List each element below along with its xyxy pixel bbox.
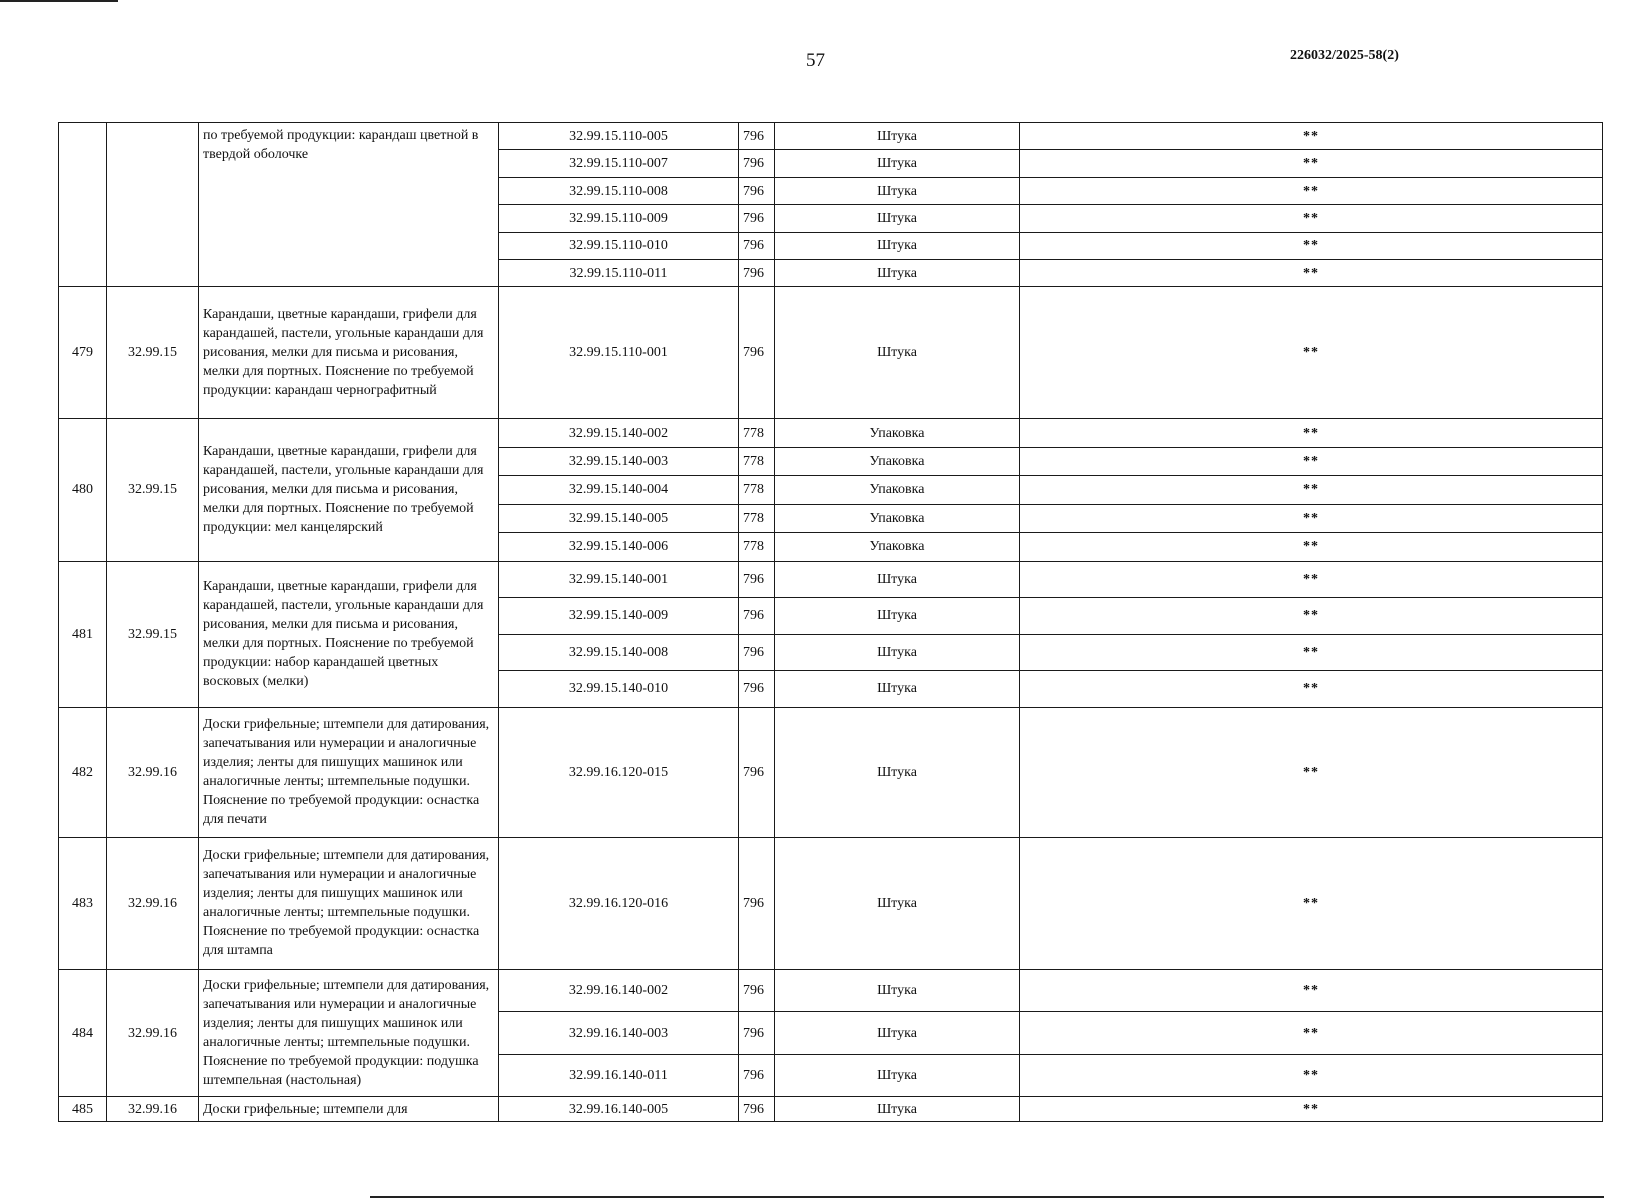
table-row <box>59 837 1603 969</box>
value-cell: ** <box>1020 123 1603 150</box>
description-cell: Доски грифельные; штемпели для <box>199 1097 499 1122</box>
okpd-code-cell: 32.99.16 <box>107 837 199 969</box>
unit-cell: Штука <box>775 1097 1020 1122</box>
ktru-code-cell: 32.99.16.120-015 <box>499 707 739 837</box>
unit-cell: Штука <box>775 598 1020 635</box>
okei-code-cell: 796 <box>739 1054 775 1097</box>
okei-code-cell: 796 <box>739 969 775 1012</box>
okei-code-cell: 796 <box>739 1012 775 1055</box>
value-cell: ** <box>1020 1054 1603 1097</box>
unit-cell: Штука <box>775 1012 1020 1055</box>
ktru-code-cell: 32.99.15.110-001 <box>499 287 739 419</box>
okpd-code-cell <box>107 123 199 287</box>
okei-code-cell: 778 <box>739 447 775 475</box>
okei-code-cell: 796 <box>739 232 775 259</box>
unit-cell: Штука <box>775 260 1020 287</box>
row-number-cell: 484 <box>59 969 107 1097</box>
okei-code-cell: 796 <box>739 671 775 708</box>
unit-cell: Штука <box>775 671 1020 708</box>
row-number-cell: 479 <box>59 287 107 419</box>
okpd-code-cell: 32.99.16 <box>107 1097 199 1122</box>
okei-code-cell: 778 <box>739 533 775 561</box>
description-cell: по требуемой продукции: карандаш цветной в твердой оболочке <box>199 123 499 287</box>
ktru-code-cell: 32.99.15.140-001 <box>499 561 739 598</box>
value-cell: ** <box>1020 671 1603 708</box>
table-row <box>59 561 1603 598</box>
table-row <box>59 287 1603 419</box>
unit-cell: Штука <box>775 205 1020 232</box>
value-cell: ** <box>1020 598 1603 635</box>
ktru-code-cell: 32.99.16.140-002 <box>499 969 739 1012</box>
ktru-code-cell: 32.99.15.140-006 <box>499 533 739 561</box>
row-number-cell <box>59 123 107 287</box>
value-cell: ** <box>1020 504 1603 532</box>
value-cell: ** <box>1020 287 1603 419</box>
row-number-cell: 481 <box>59 561 107 707</box>
okei-code-cell: 796 <box>739 205 775 232</box>
unit-cell: Упаковка <box>775 419 1020 447</box>
procurement-table <box>58 122 1603 1122</box>
okei-code-cell: 778 <box>739 504 775 532</box>
unit-cell: Штука <box>775 837 1020 969</box>
value-cell: ** <box>1020 419 1603 447</box>
okei-code-cell: 796 <box>739 1097 775 1122</box>
value-cell: ** <box>1020 177 1603 204</box>
okpd-code-cell: 32.99.15 <box>107 287 199 419</box>
ktru-code-cell: 32.99.15.140-005 <box>499 504 739 532</box>
value-cell: ** <box>1020 205 1603 232</box>
unit-cell: Упаковка <box>775 476 1020 504</box>
okei-code-cell: 796 <box>739 837 775 969</box>
description-cell: Карандаши, цветные карандаши, грифели для карандашей, пастели, угольные карандаши для рисования, мелки для письма и рисования, мелки для портных. Пояснение по требуемой продукции: карандаш чернографитный <box>199 287 499 419</box>
okei-code-cell: 796 <box>739 634 775 671</box>
ktru-code-cell: 32.99.15.110-010 <box>499 232 739 259</box>
okei-code-cell: 796 <box>739 123 775 150</box>
value-cell: ** <box>1020 634 1603 671</box>
okpd-code-cell: 32.99.16 <box>107 707 199 837</box>
ktru-code-cell: 32.99.15.110-008 <box>499 177 739 204</box>
okpd-code-cell: 32.99.15 <box>107 561 199 707</box>
scan-edge-line <box>0 0 118 2</box>
unit-cell: Упаковка <box>775 447 1020 475</box>
row-number-cell: 480 <box>59 419 107 561</box>
value-cell: ** <box>1020 1097 1603 1122</box>
okpd-code-cell: 32.99.15 <box>107 419 199 561</box>
value-cell: ** <box>1020 150 1603 177</box>
unit-cell: Штука <box>775 634 1020 671</box>
okpd-code-cell: 32.99.16 <box>107 969 199 1097</box>
ktru-code-cell: 32.99.15.140-004 <box>499 476 739 504</box>
ktru-code-cell: 32.99.15.140-009 <box>499 598 739 635</box>
unit-cell: Штука <box>775 177 1020 204</box>
table-row <box>59 969 1603 1012</box>
value-cell: ** <box>1020 533 1603 561</box>
okei-code-cell: 796 <box>739 707 775 837</box>
okei-code-cell: 796 <box>739 177 775 204</box>
unit-cell: Штука <box>775 232 1020 259</box>
description-cell: Карандаши, цветные карандаши, грифели для карандашей, пастели, угольные карандаши для рисования, мелки для письма и рисования, мелки для портных. Пояснение по требуемой продукции: набор карандашей цветных восковых (мелки) <box>199 561 499 707</box>
row-number-cell: 483 <box>59 837 107 969</box>
description-cell: Доски грифельные; штемпели для датирования, запечатывания или нумерации и аналогичные изделия; ленты для пишущих машинок или аналогичные ленты; штемпельные подушки. Пояснение по требуемой продукции: подушка штемпельная (настольная) <box>199 969 499 1097</box>
row-number-cell: 482 <box>59 707 107 837</box>
ktru-code-cell: 32.99.16.140-005 <box>499 1097 739 1122</box>
value-cell: ** <box>1020 232 1603 259</box>
ktru-code-cell: 32.99.15.110-009 <box>499 205 739 232</box>
ktru-code-cell: 32.99.15.140-008 <box>499 634 739 671</box>
okei-code-cell: 778 <box>739 476 775 504</box>
okei-code-cell: 796 <box>739 260 775 287</box>
table-row <box>59 419 1603 447</box>
ktru-code-cell: 32.99.15.140-010 <box>499 671 739 708</box>
ktru-code-cell: 32.99.16.140-003 <box>499 1012 739 1055</box>
okei-code-cell: 796 <box>739 561 775 598</box>
page-number: 57 <box>806 50 825 71</box>
ktru-code-cell: 32.99.15.110-011 <box>499 260 739 287</box>
value-cell: ** <box>1020 447 1603 475</box>
document-reference: 226032/2025-58(2) <box>1290 48 1399 63</box>
ktru-code-cell: 32.99.15.140-002 <box>499 419 739 447</box>
ktru-code-cell: 32.99.15.140-003 <box>499 447 739 475</box>
row-number-cell: 485 <box>59 1097 107 1122</box>
table-body <box>59 123 1603 1122</box>
value-cell: ** <box>1020 969 1603 1012</box>
ktru-code-cell: 32.99.15.110-007 <box>499 150 739 177</box>
value-cell: ** <box>1020 476 1603 504</box>
value-cell: ** <box>1020 561 1603 598</box>
okei-code-cell: 796 <box>739 598 775 635</box>
unit-cell: Штука <box>775 561 1020 598</box>
ktru-code-cell: 32.99.16.140-011 <box>499 1054 739 1097</box>
description-cell: Доски грифельные; штемпели для датирования, запечатывания или нумерации и аналогичные изделия; ленты для пишущих машинок или аналогичные ленты; штемпельные подушки. Пояснение по требуемой продукции: оснастка для штампа <box>199 837 499 969</box>
unit-cell: Штука <box>775 707 1020 837</box>
unit-cell: Штука <box>775 969 1020 1012</box>
value-cell: ** <box>1020 1012 1603 1055</box>
unit-cell: Штука <box>775 1054 1020 1097</box>
unit-cell: Штука <box>775 287 1020 419</box>
okei-code-cell: 796 <box>739 287 775 419</box>
table-row <box>59 1097 1603 1122</box>
value-cell: ** <box>1020 837 1603 969</box>
value-cell: ** <box>1020 707 1603 837</box>
unit-cell: Упаковка <box>775 504 1020 532</box>
okei-code-cell: 778 <box>739 419 775 447</box>
table-row <box>59 123 1603 150</box>
okei-code-cell: 796 <box>739 150 775 177</box>
unit-cell: Штука <box>775 123 1020 150</box>
unit-cell: Штука <box>775 150 1020 177</box>
unit-cell: Упаковка <box>775 533 1020 561</box>
value-cell: ** <box>1020 260 1603 287</box>
ktru-code-cell: 32.99.16.120-016 <box>499 837 739 969</box>
table-row <box>59 707 1603 837</box>
description-cell: Доски грифельные; штемпели для датирования, запечатывания или нумерации и аналогичные изделия; ленты для пишущих машинок или аналогичные ленты; штемпельные подушки. Пояснение по требуемой продукции: оснастка для печати <box>199 707 499 837</box>
description-cell: Карандаши, цветные карандаши, грифели для карандашей, пастели, угольные карандаши для рисования, мелки для письма и рисования, мелки для портных. Пояснение по требуемой продукции: мел канцелярский <box>199 419 499 561</box>
ktru-code-cell: 32.99.15.110-005 <box>499 123 739 150</box>
scan-edge-line <box>370 1196 1604 1198</box>
